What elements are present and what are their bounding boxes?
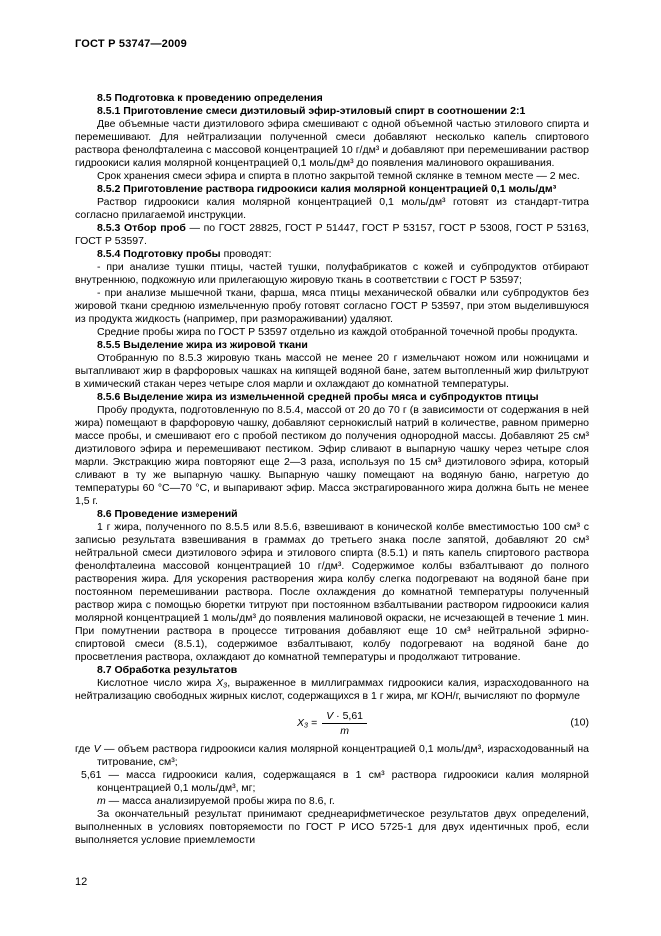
page-number: 12 xyxy=(75,876,88,888)
formula-term: m — масса анализируемой пробы жира по 8.6, г. xyxy=(97,795,335,807)
paragraph: Средние пробы жира по ГОСТ Р 53597 отдельно из каждой отобранной точечной пробы продукта. xyxy=(97,326,578,338)
formula-expression: X₃ = $\frac{V \cdot 5,61}{m}$ xyxy=(297,710,367,737)
paragraph: За окончательный результат принимают среднеарифметическое результатов двух определений, выполненных в условиях повторяемости по ГОСТ Р ИСО 5725-1 для двух идентичных проб, если выполняется условие приемлемости xyxy=(75,808,589,846)
paragraph: 8.5.3 Отбор проб — по ГОСТ 28825, ГОСТ Р 51447, ГОСТ Р 53157, ГОСТ Р 53008, ГОСТ Р 53163, ГОСТ Р 53597. xyxy=(75,222,589,247)
section-heading: 8.5.1 Приготовление смеси диэтиловый эфир-этиловый спирт в соотношении 2:1 xyxy=(97,105,526,117)
formula xyxy=(75,703,589,743)
section-heading: 8.5.5 Выделение жира из жировой ткани xyxy=(97,339,308,351)
paragraph: Две объемные части диэтилового эфира смешивают с одной объемной частью этилового спирта и перемешивают. Для нейтрализации полученной смеси добавляют несколько капель спиртового раствора фенолфталеина с массовой концентрацией 10 г/дм³ и добавляют при перемешивании раствор гидроокиси калия молярной концентрацией 0,1 моль/дм³ до появления малинового окрашивания. xyxy=(75,118,589,169)
paragraph: Срок хранения смеси эфира и спирта в плотно закрытой темной склянке в темном месте — 2 мес. xyxy=(97,170,580,182)
paragraph: 1 г жира, полученного по 8.5.5 или 8.5.6, взвешивают в конической колбе вместимостью 100 см³ с записью результата взвешивания в граммах до третьего знака после запятой, добавляют 20 см³ нейтральной смеси диэтилового эфира и этилового спирта (8.5.1) и пять капель спиртового раствора фенолфталеина массовой концентрацией 10 г/дм³. Содержимое колбы взбалтывают до полного растворения жира. Для ускорения растворения жира колбу слегка подогревают на водяной бане при постоянном перемешивании раствора. После охлаждения до комнатной температуры полученный раствор жира с помощью бюретки титруют при постоянном взбалтывании раствором гидроокиси калия молярной концентрацией 1 моль/дм³ до появления малиновой окраски, не исчезающей в течение 1 мин. При помутнении раствора в процессе титрования добавляют еще 10 см³ нейтральной эфирно-спиртовой смеси (8.5.1), содержимое взбалтывают, колбу подогревают на водяной бане до просветления раствора, охлаждают до комнатной температуры и продолжают титрование. xyxy=(75,521,589,663)
list-item: - при анализе мышечной ткани, фарша, мяса птицы механической обвалки или субпродуктов без жировой ткани среднюю измельченную пробу готовят согласно ГОСТ Р 53597, при этом выделившуюся из продукта жидкость (например, при размораживании) удаляют. xyxy=(75,287,589,325)
document-content xyxy=(75,92,589,847)
section-heading: 8.5.2 Приготовление раствора гидроокиси калия молярной концентрацией 0,1 моль/дм³ xyxy=(97,183,557,195)
section-heading: 8.7 Обработка результатов xyxy=(97,664,238,676)
section-heading: 8.5 Подготовка к проведению определения xyxy=(97,92,323,104)
formula-term: где V — объем раствора гидроокиси калия молярной концентрацией 0,1 моль/дм³, израсходованный на титрование, см³; xyxy=(75,743,589,768)
formula-number: (10) xyxy=(570,716,589,729)
paragraph: Раствор гидроокиси калия молярной концентрацией 0,1 моль/дм³ готовят из стандарт-титра согласно прилагаемой инструкции. xyxy=(75,196,589,221)
section-heading: 8.6 Проведение измерений xyxy=(97,508,238,520)
running-header: ГОСТ Р 53747—2009 xyxy=(75,38,187,50)
section-heading: 8.5.6 Выделение жира из измельченной средней пробы мяса и субпродуктов птицы xyxy=(97,391,539,403)
list-item: - при анализе тушки птицы, частей тушки, полуфабрикатов с кожей и субпродуктов отбирают внутреннюю, подкожную или прилегающую жировую ткань в соответствии с ГОСТ Р 53597; xyxy=(75,261,589,286)
paragraph: Пробу продукта, подготовленную по 8.5.4, массой от 20 до 70 г (в зависимости от содержания в ней жира) помещают в фарфоровую чашку, добавляют сернокислый натрий в количестве, равном примерно массе пробы, и смешивают его с пробой пестиком до получения однородной массы. Добавляют 25 см³ диэтилового эфира и перемешивают пестиком. Эфир сливают в выпарную чашку через четыре слоя марли. Экстракцию жира повторяют еще 2—3 раза, используя по 15 см³ диэтилового эфира, который сливают в ту же выпарную чашку. Выпарную чашку помещают на водяную баню, нагретую до температуры 60 °C—70 °C, и выпаривают эфир. Масса экстрагированного жира должна быть не менее 1,5 г. xyxy=(75,404,589,507)
paragraph: 8.5.4 Подготовку пробы проводят: xyxy=(97,248,272,260)
formula-term: 5,61 — масса гидроокиси калия, содержащаяся в 1 см³ раствора гидроокиси калия молярной концентрацией 0,1 моль/дм³, мг; xyxy=(81,769,589,794)
paragraph: Кислотное число жира X₃, выраженное в миллиграммах гидроокиси калия, израсходованного на нейтрализацию свободных жирных кислот, содержащихся в 1 г жира, мг КОН/г, вычисляют по формуле xyxy=(75,677,589,702)
paragraph: Отобранную по 8.5.3 жировую ткань массой не менее 20 г измельчают ножом или ножницами и вытапливают жир в фарфоровых чашках на кипящей водяной бане, затем вытопленный жир фильтруют в химический стакан через четыре слоя марли и охлаждают до комнатной температуры. xyxy=(75,352,589,390)
